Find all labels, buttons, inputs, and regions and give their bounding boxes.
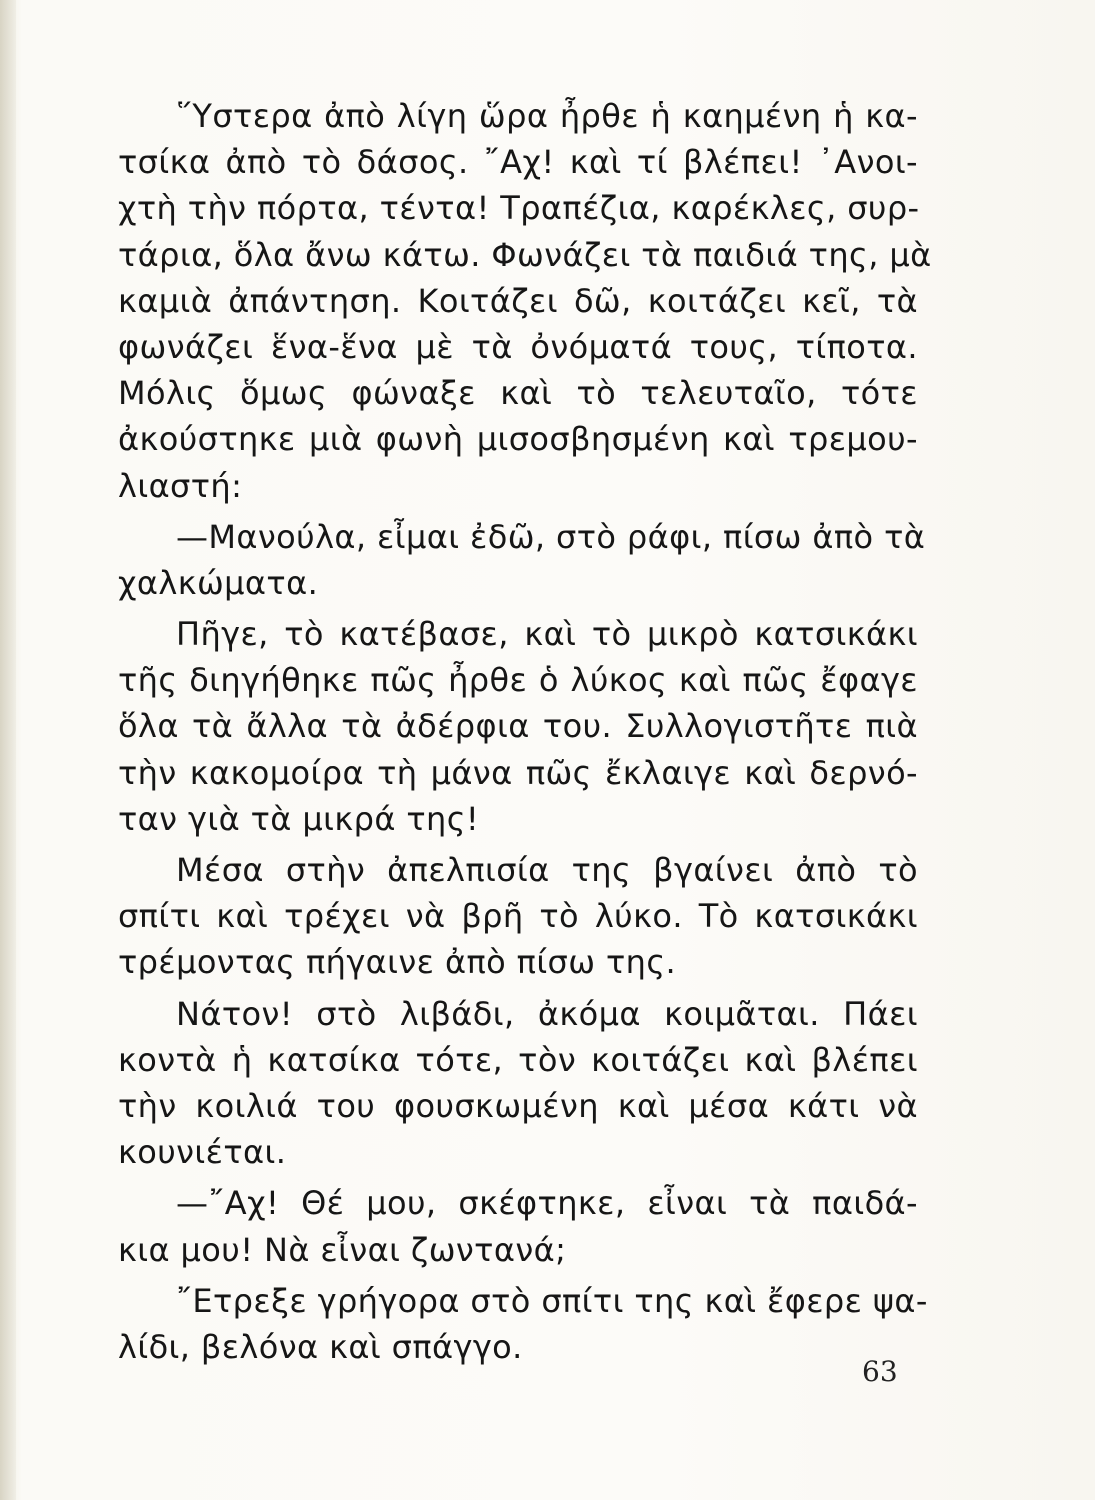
text-line: τῆς διηγήθηκε πῶς ἦρθε ὁ λύκος καὶ πῶς ἔφαγε [118,661,918,700]
paragraph [118,514,926,606]
paragraph [118,93,932,509]
paragraph [118,1180,918,1272]
text-line: τὴν κακομοίρα τὴ μάνα πῶς ἔκλαιγε καὶ δερνό- [118,753,918,792]
text-line: καμιὰ ἀπάντηση. Κοιτάζει δῶ, κοιτάζει κεῖ, τὰ [118,281,918,320]
text-line: τσίκα ἀπὸ τὸ δάσος. ῎Αχ! καὶ τί βλέπει! ᾿Ανοι- [118,143,918,182]
text-line: —Μανούλα, εἶμαι ἐδῶ, στὸ ράφι, πίσω ἀπὸ τὰ [176,517,926,556]
paragraph [118,847,918,986]
text-line: χαλκώματα. [118,563,319,602]
text-line: κια μου! Νὰ εἶναι ζωντανά; [118,1230,567,1269]
text-line: ταν γιὰ τὰ μικρά της! [118,799,480,838]
text-line: σπίτι καὶ τρέχει νὰ βρῆ τὸ λύκο. Τὸ κατσικάκι [118,897,918,936]
text-line: χτὴ τὴν πόρτα, τέντα! Τραπέζια, καρέκλες, συρ- [118,189,920,228]
text-line: Μέσα στὴν ἀπελπισία της βγαίνει ἀπὸ τὸ [176,851,918,889]
text-line: ἀκούστηκε μιὰ φωνὴ μισοσβησμένη καὶ τρεμου- [118,420,918,459]
paragraph [118,1278,928,1370]
text-line: τάρια, ὅλα ἄνω κάτω. Φωνάζει τὰ παιδιά της, μὰ [118,235,932,274]
paragraph [118,611,918,842]
text-line: τρέμοντας πήγαινε ἀπὸ πίσω της. [118,943,677,982]
text-line: λίδι, βελόνα καὶ σπάγγο. [118,1327,523,1366]
text-line: τὴν κοιλιά του φουσκωμένη καὶ μέσα κάτι νὰ [118,1086,918,1125]
paragraph [118,991,918,1176]
text-line: λιαστή: [118,466,243,505]
text-line: ῎Ετρεξε γρήγορα στὸ σπίτι της καὶ ἔφερε ψα- [176,1281,928,1320]
page-text-block [118,93,932,1370]
page-number: 63 [862,1355,898,1388]
text-line: κουνιέται. [118,1133,287,1172]
text-line: Νάτον! στὸ λιβάδι, ἀκόμα κοιμᾶται. Πάει [176,994,918,1033]
text-line: Πῆγε, τὸ κατέβασε, καὶ τὸ μικρὸ κατσικάκι [176,615,918,654]
text-line: φωνάζει ἕνα-ἕνα μὲ τὰ ὀνόματά τους, τίποτα. [118,327,918,366]
page-binding-edge [0,0,16,1500]
text-line: ῞Υστερα ἀπὸ λίγη ὥρα ἦρθε ἡ καημένη ἡ κα- [176,97,918,135]
text-line: ὅλα τὰ ἄλλα τὰ ἀδέρφια του. Συλλογιστῆτε πιὰ [118,707,918,746]
text-line: Μόλις ὅμως φώναξε καὶ τὸ τελευταῖο, τότε [118,374,918,413]
text-line: —῎Αχ! Θέ μου, σκέφτηκε, εἶναι τὰ παιδά- [176,1184,918,1223]
text-line: κοντὰ ἡ κατσίκα τότε, τὸν κοιτάζει καὶ βλέπει [118,1040,918,1079]
